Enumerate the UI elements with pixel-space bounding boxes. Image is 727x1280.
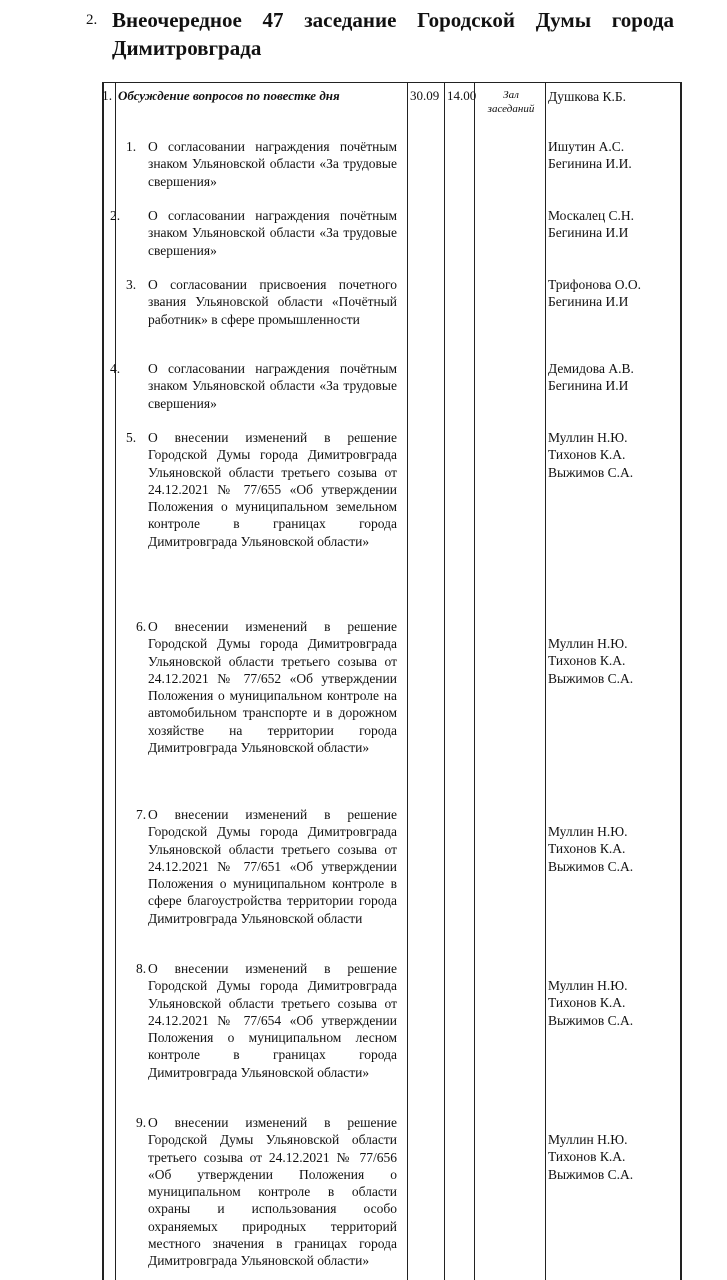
row-number: 1. — [102, 88, 113, 103]
agenda-item-text: О согласовании награждения почётным знаком Ульяновской области «За трудовые свершения» — [148, 208, 397, 258]
table-col-divider — [545, 82, 546, 1280]
responsible-person: Муллин Н.Ю. — [548, 824, 628, 839]
responsible-person: Выжимов С.А. — [548, 670, 634, 686]
agenda-item — [110, 360, 397, 412]
agenda-item-text: О согласовании присвоения почетного звания Ульяновской области «Почётный работник» в сфере промышленности — [148, 277, 397, 327]
row-responsible: Душкова К.Б. — [548, 89, 627, 104]
responsible-person: Тихонов К.А. — [548, 841, 626, 857]
agenda-item-text: О согласовании награждения почётным знаком Ульяновской области «За трудовые свершения» — [148, 361, 397, 411]
agenda-item-number: 6. — [136, 619, 147, 634]
row-title: Обсуждение вопросов по повестке дня — [118, 88, 340, 103]
responsible-person: Ишутин А.С. — [548, 139, 625, 154]
agenda-item — [126, 429, 397, 550]
agenda-item — [126, 138, 397, 190]
row-place-line1: Зал — [503, 89, 519, 101]
agenda-item-number: 5. — [126, 430, 137, 445]
responsible-person: Тихонов К.А. — [548, 653, 626, 669]
page-title-line2: Димитровграда — [112, 36, 262, 60]
responsible-person: Тихонов К.А. — [548, 447, 626, 463]
responsible-person: Выжимов С.А. — [548, 464, 634, 480]
agenda-item-number: 9. — [136, 1115, 147, 1130]
agenda-item-responsible — [548, 1131, 633, 1183]
table-left-border — [102, 82, 104, 1280]
agenda-item-number: 1. — [126, 139, 137, 154]
responsible-person: Выжимов С.А. — [548, 1166, 634, 1182]
agenda-item-number: 2. — [110, 208, 121, 223]
agenda-item-text: О внесении изменений в решение Городской Думы Ульяновской области третьего созыва от 24.12.2021 № 77/656 «Об утверждении Положения о муниципальном контроле в области охраны и использования особо охраняемых природных территорий местного значения в границах города Димитровграда Ульяновской области» — [148, 1115, 397, 1269]
table-col-divider — [474, 82, 475, 1280]
agenda-item-responsible — [548, 635, 633, 687]
responsible-person: Муллин Н.Ю. — [548, 978, 628, 993]
agenda-item-text: О внесении изменений в решение Городской Думы города Димитровграда Ульяновской области третьего созыва от 24.12.2021 № 77/651 «Об утверждении Положения о муниципальном контроле в сфере благоустройства территории города Димитровграда Ульяновской области — [148, 807, 397, 926]
row-date: 30.09 — [410, 88, 440, 103]
responsible-person: Тихонов К.А. — [548, 1149, 626, 1165]
agenda-item-number: 3. — [126, 277, 137, 292]
agenda-item-responsible — [548, 360, 634, 395]
responsible-person: Москалец С.Н. — [548, 208, 635, 223]
agenda-item-number: 4. — [110, 361, 121, 376]
agenda-item — [126, 276, 397, 328]
agenda-item — [136, 960, 397, 1081]
responsible-person: Выжимов С.А. — [548, 1012, 634, 1028]
agenda-item-responsible — [548, 977, 633, 1029]
responsible-person: Тихонов К.А. — [548, 995, 626, 1011]
agenda-item-responsible — [548, 823, 633, 875]
table-right-border — [680, 82, 682, 1280]
agenda-item-text: О внесении изменений в решение Городской Думы города Димитровграда Ульяновской области третьего созыва от 24.12.2021 № 77/652 «Об утверждении Положения о муниципальном контроле на автомобильном транспорте и в дорожном хозяйстве на территории города Димитровграда Ульяновской области» — [148, 619, 397, 756]
responsible-person: Муллин Н.Ю. — [548, 636, 628, 651]
table-col-divider — [444, 82, 445, 1280]
responsible-person: Бегинина И.И — [548, 378, 629, 394]
heading-number: 2. — [86, 12, 98, 28]
responsible-person: Бегинина И.И — [548, 294, 629, 310]
agenda-item — [136, 618, 397, 756]
row-time: 14.00 — [447, 88, 477, 103]
agenda-item-number: 8. — [136, 961, 147, 976]
agenda-item-responsible — [548, 138, 632, 173]
responsible-person: Муллин Н.Ю. — [548, 1132, 628, 1147]
responsible-person: Бегинина И.И. — [548, 156, 632, 172]
agenda-item — [136, 806, 397, 927]
responsible-person: Выжимов С.А. — [548, 858, 634, 874]
responsible-person: Муллин Н.Ю. — [548, 430, 628, 445]
page-title — [112, 6, 674, 62]
agenda-item-text: О внесении изменений в решение Городской Думы города Димитровграда Ульяновской области третьего созыва от 24.12.2021 № 77/654 «Об утверждении Положения о муниципальном лесном контроле в границах города Димитровграда Ульяновской области» — [148, 961, 397, 1080]
agenda-item-responsible — [548, 429, 633, 481]
row-place-line2: заседаний — [487, 103, 535, 115]
responsible-person: Демидова А.В. — [548, 361, 634, 376]
agenda-item — [110, 207, 397, 259]
table-top-border — [102, 82, 682, 83]
agenda-item-text: О согласовании награждения почётным знаком Ульяновской области «За трудовые свершения» — [148, 139, 397, 189]
page-title-line1: Внеочередное 47 заседание Городской Думы города — [112, 8, 674, 32]
responsible-person: Бегинина И.И — [548, 225, 629, 241]
agenda-item-responsible — [548, 207, 634, 242]
agenda-item-number: 7. — [136, 807, 147, 822]
responsible-person: Трифонова О.О. — [548, 277, 641, 292]
agenda-item — [136, 1114, 397, 1270]
agenda-item-text: О внесении изменений в решение Городской Думы города Димитровграда Ульяновской области третьего созыва от 24.12.2021 № 77/655 «Об утверждении Положения о муниципальном земельном контроле в границах города Димитровграда Ульяновской области» — [148, 430, 397, 549]
table-col-divider — [407, 82, 408, 1280]
row-place — [477, 88, 545, 116]
table-col-divider — [115, 82, 116, 1280]
agenda-item-responsible — [548, 276, 641, 311]
